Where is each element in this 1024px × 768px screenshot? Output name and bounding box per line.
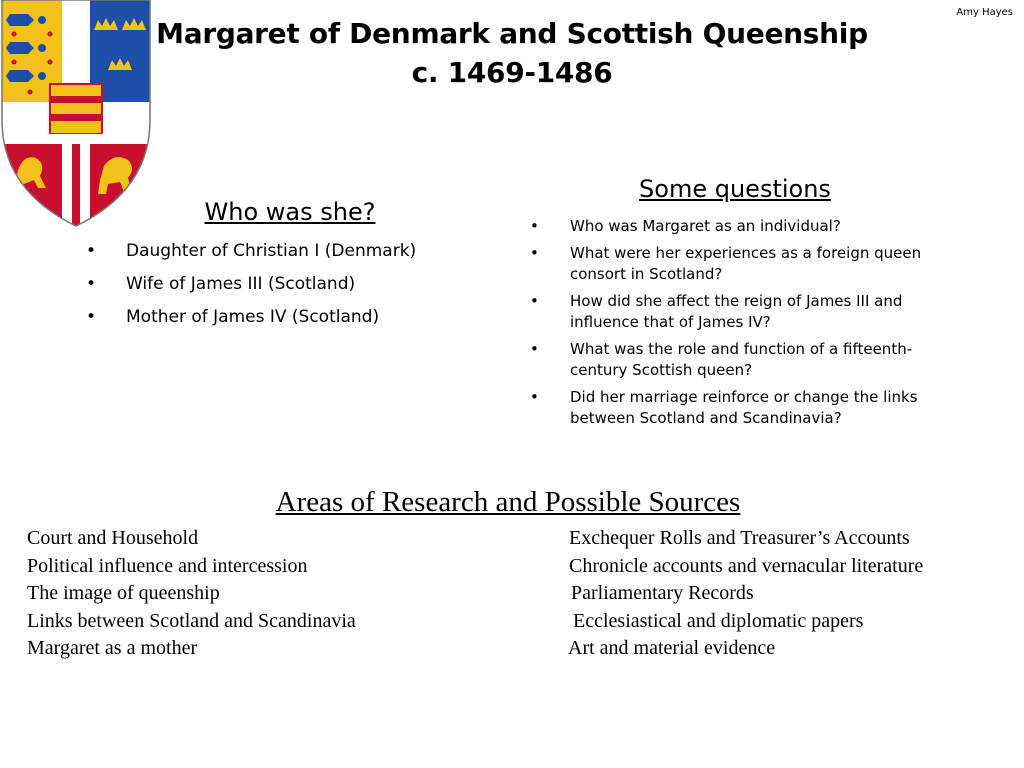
list-item: [530, 243, 950, 285]
who-was-she-heading: Who was she?: [204, 198, 376, 226]
table-row: [0, 580, 1024, 608]
list-item: [530, 291, 950, 333]
table-row: [0, 635, 1024, 663]
title-line-1: Margaret of Denmark and Scottish Queenship: [156, 17, 868, 50]
bullet-icon: •: [86, 307, 97, 327]
source-cell: Chronicle accounts and vernacular literature: [569, 554, 924, 577]
areas-table: [0, 525, 1024, 663]
list-item-text: What was the role and function of a fifteenth- century Scottish queen?: [570, 340, 913, 379]
area-cell: Political influence and intercession: [27, 554, 308, 577]
list-item-text: Daughter of Christian I (Denmark): [126, 241, 417, 261]
source-cell: Art and material evidence: [568, 637, 776, 659]
area-cell: Links between Scotland and Scandinavia: [27, 609, 356, 632]
bullet-icon: •: [530, 388, 539, 406]
source-cell: Parliamentary Records: [571, 582, 754, 604]
table-row: [0, 608, 1024, 636]
area-cell: Court and Household: [27, 527, 199, 549]
list-item-text: How did she affect the reign of James III and influence that of James IV?: [570, 292, 903, 331]
list-item-text: Mother of James IV (Scotland): [126, 307, 380, 327]
bullet-icon: •: [530, 217, 539, 235]
page-title: [0, 14, 1024, 92]
bullet-icon: •: [86, 274, 97, 294]
list-item-text: Did her marriage reinforce or change the links between Scotland and Scandinavia?: [570, 388, 918, 427]
list-item: [530, 339, 950, 381]
title-line-2: c. 1469-1486: [411, 56, 613, 89]
author-name: Amy Hayes: [956, 7, 1013, 18]
source-cell: Exchequer Rolls and Treasurer’s Accounts: [569, 527, 910, 549]
source-cell: Ecclesiastical and diplomatic papers: [573, 609, 864, 632]
list-item: [530, 216, 950, 237]
bullet-icon: •: [530, 340, 539, 358]
questions-list: [530, 216, 950, 435]
bullet-icon: •: [530, 244, 539, 262]
table-row: [0, 525, 1024, 553]
list-item-text: Wife of James III (Scotland): [126, 274, 356, 294]
table-row: [0, 553, 1024, 581]
bullet-icon: •: [530, 292, 539, 310]
list-item: [86, 240, 416, 262]
who-was-she-list: [86, 240, 416, 339]
bullet-icon: •: [86, 241, 97, 261]
areas-heading: Areas of Research and Possible Sources: [275, 486, 741, 518]
list-item: [86, 273, 416, 295]
list-item-text: Who was Margaret as an individual?: [570, 217, 841, 235]
list-item: [86, 306, 416, 328]
area-cell: The image of queenship: [27, 582, 220, 604]
area-cell: Margaret as a mother: [27, 637, 198, 659]
some-questions-heading: Some questions: [639, 175, 831, 203]
list-item: [530, 387, 950, 429]
list-item-text: What were her experiences as a foreign queen consort in Scotland?: [570, 244, 922, 283]
